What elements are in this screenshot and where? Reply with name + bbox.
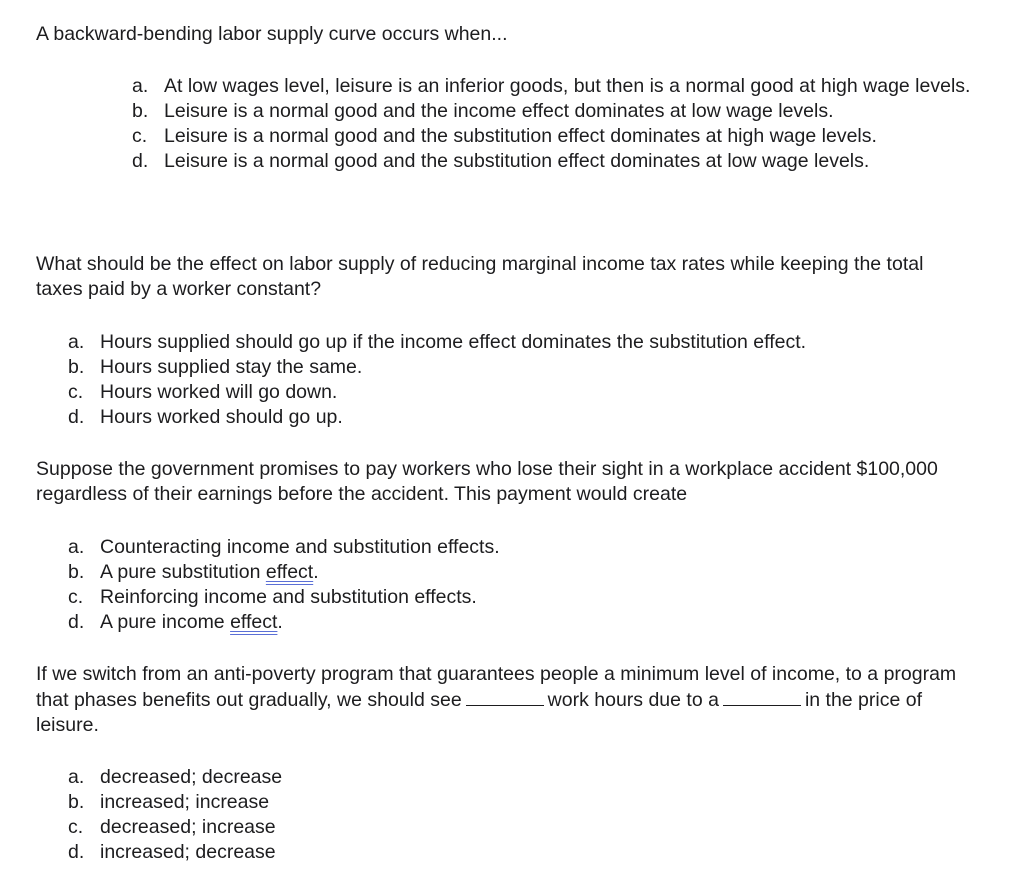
option-text: increased; increase	[100, 791, 270, 813]
q3-option-b[interactable]	[68, 560, 998, 585]
option-text-before: A pure substitution	[100, 561, 266, 583]
q2-option-a[interactable]	[68, 330, 998, 355]
question-3	[36, 457, 956, 507]
q3-option-d[interactable]	[68, 610, 998, 635]
question-2-options	[68, 330, 998, 430]
option-letter: b.	[68, 561, 85, 583]
question-2-stem: What should be the effect on labor supply of reducing marginal income tax rates while keeping the total taxes paid by a worker constant?	[36, 253, 924, 300]
option-letter: a.	[132, 75, 149, 97]
option-text: Leisure is a normal good and the income effect dominates at low wage levels.	[164, 100, 834, 122]
q1-option-c[interactable]	[132, 124, 994, 149]
q2-option-b[interactable]	[68, 355, 998, 380]
option-text-before: A pure income	[100, 611, 231, 633]
option-letter: a.	[68, 331, 85, 353]
q4-option-d[interactable]	[68, 840, 998, 865]
answer-blank-2	[723, 687, 801, 706]
question-3-options	[68, 535, 998, 635]
question-4-options	[68, 765, 998, 865]
option-letter: c.	[68, 381, 84, 403]
stem-part-3: in the price of leisure.	[36, 689, 923, 736]
underlined-word: effect	[230, 611, 278, 633]
option-letter: b.	[132, 100, 149, 122]
question-1	[36, 22, 996, 47]
question-1-options	[132, 74, 994, 174]
stem-part-2: work hours due to a	[547, 689, 719, 711]
option-letter: d.	[68, 611, 85, 633]
q2-option-c[interactable]	[68, 380, 998, 405]
option-text: Leisure is a normal good and the substitution effect dominates at low wage levels.	[164, 150, 870, 172]
option-letter: d.	[68, 406, 85, 428]
option-letter: a.	[68, 536, 85, 558]
stem-part-1: If we switch from an anti-poverty program that guarantees people a minimum level of income, to a program that phases benefits out gradually, we should see	[36, 663, 957, 711]
option-letter: d.	[132, 150, 149, 172]
option-text: Counteracting income and substitution effects.	[100, 536, 500, 558]
question-4-stem	[36, 662, 986, 738]
option-text: Hours worked will go down.	[100, 381, 338, 403]
option-letter: d.	[68, 841, 85, 863]
underlined-word: effect	[265, 561, 314, 583]
q3-option-c[interactable]	[68, 585, 998, 610]
option-text-after: .	[313, 561, 319, 583]
option-letter: b.	[68, 791, 85, 813]
q1-option-a[interactable]	[132, 74, 994, 99]
question-3-stem: Suppose the government promises to pay workers who lose their sight in a workplace accident $100,000 regardless of their earnings before the accident. This payment would create	[36, 458, 938, 505]
option-text: Hours supplied stay the same.	[100, 356, 363, 378]
question-2	[36, 252, 946, 302]
q3-option-a[interactable]	[68, 535, 998, 560]
question-1-stem: A backward-bending labor supply curve occurs when...	[36, 23, 508, 45]
q4-option-b[interactable]	[68, 790, 998, 815]
option-text: decreased; increase	[100, 816, 276, 838]
option-text: Reinforcing income and substitution effects.	[100, 586, 477, 608]
option-text: Hours worked should go up.	[100, 406, 343, 428]
option-letter: b.	[68, 356, 85, 378]
answer-blank-1	[466, 687, 544, 706]
option-text: Leisure is a normal good and the substitution effect dominates at high wage levels.	[164, 125, 877, 147]
option-letter: c.	[132, 125, 148, 147]
option-text: Hours supplied should go up if the income effect dominates the substitution effect.	[100, 331, 807, 353]
option-text	[100, 610, 998, 635]
option-letter: c.	[68, 816, 84, 838]
option-text: decreased; decrease	[100, 766, 283, 788]
option-text	[100, 560, 998, 585]
q2-option-d[interactable]	[68, 405, 998, 430]
option-text: increased; decrease	[100, 841, 276, 863]
q1-option-d[interactable]	[132, 149, 994, 174]
option-letter: c.	[68, 586, 84, 608]
q4-option-a[interactable]	[68, 765, 998, 790]
option-text-after: .	[277, 611, 283, 633]
q1-option-b[interactable]	[132, 99, 994, 124]
option-letter: a.	[68, 766, 85, 788]
option-text: At low wages level, leisure is an inferior goods, but then is a normal good at high wage levels.	[164, 75, 971, 97]
question-4	[36, 662, 986, 738]
q4-option-c[interactable]	[68, 815, 998, 840]
